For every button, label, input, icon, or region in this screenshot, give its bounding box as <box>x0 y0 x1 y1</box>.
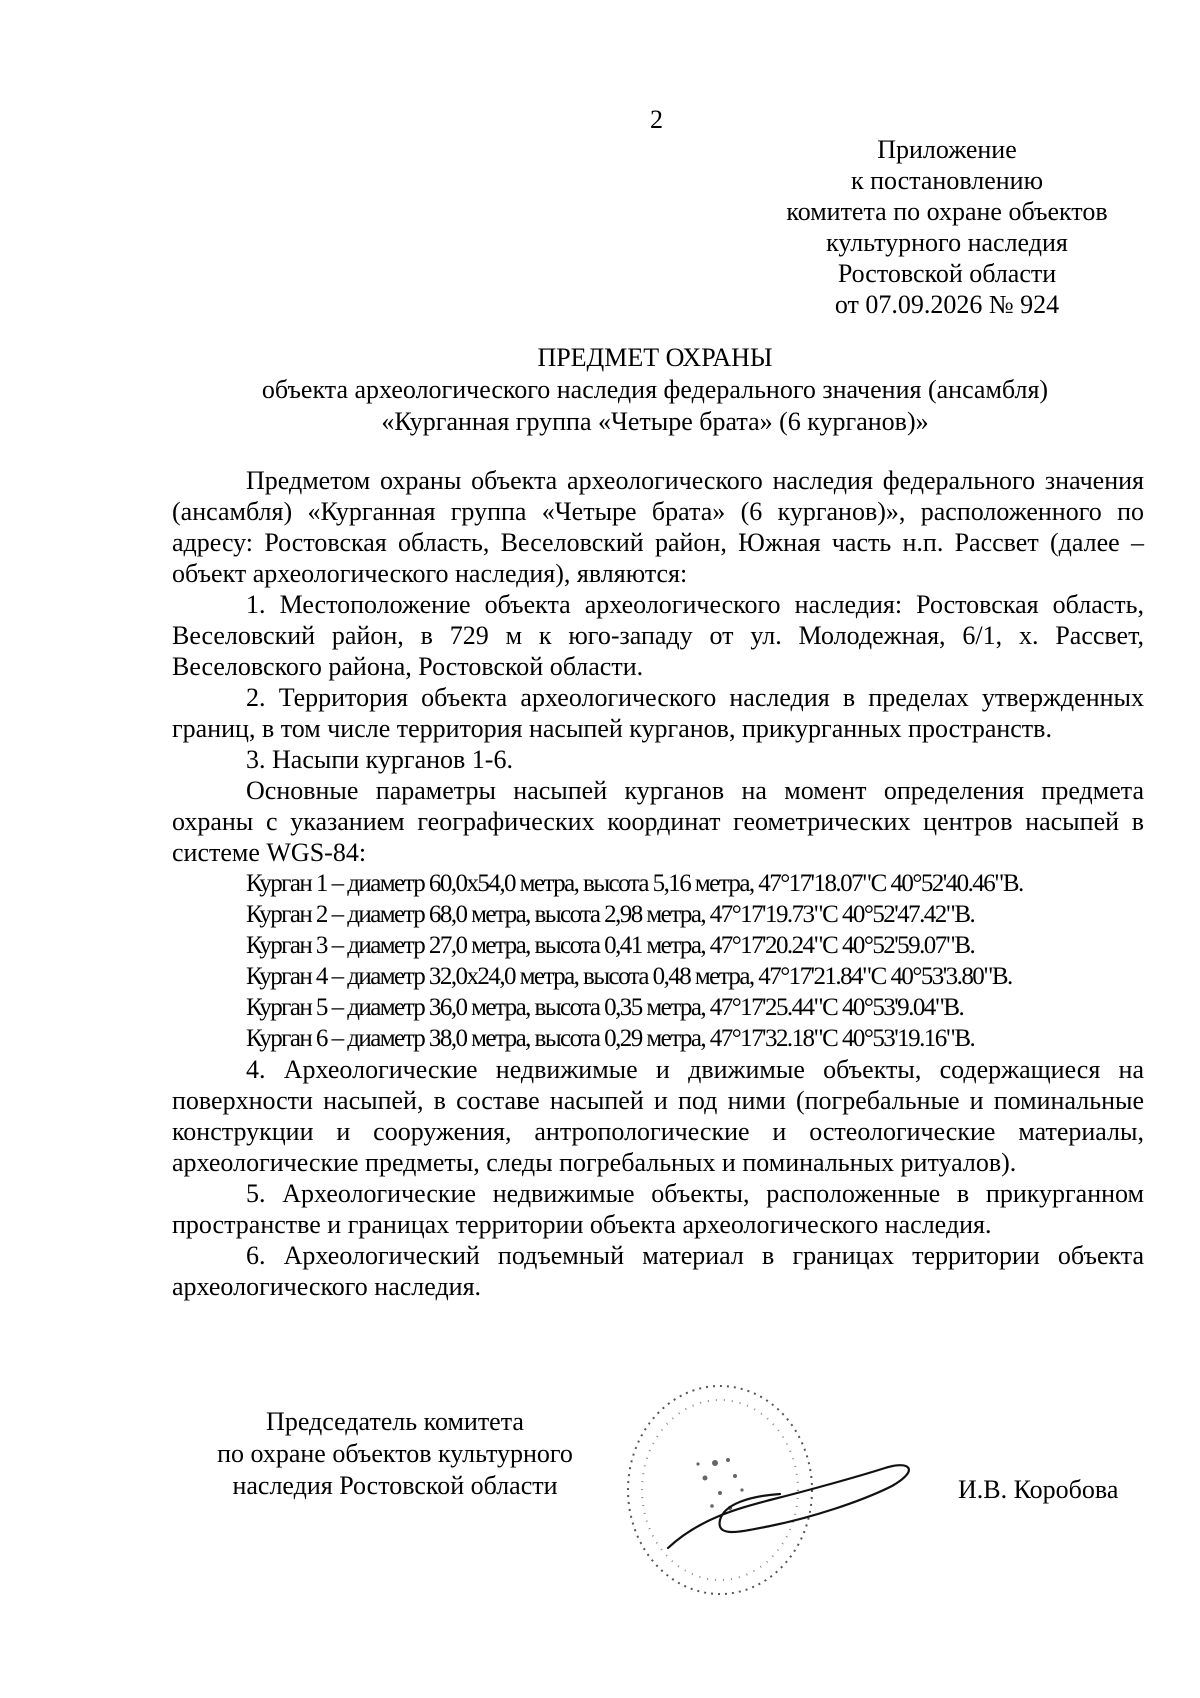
appendix-line: Ростовской области <box>837 259 1057 288</box>
title-subline: объекта археологического наследия федерального значения (ансамбля) <box>261 375 1049 404</box>
appendix-line: культурного наследия <box>826 228 1068 257</box>
appendix-line: комитета по охране объектов <box>786 197 1108 226</box>
appendix-block <box>716 134 1178 320</box>
signatory-position <box>185 1406 605 1502</box>
document-body <box>172 465 1144 1302</box>
item-4-paragraph: 4. Археологические недвижимые и движимые объекты, содержащиеся на поверхности насыпей, в составе насыпей и под ними (погребальные и поминальные конструкции и сооружения, антропологические и остеологические материалы, археологические предметы, следы погребальных и поминальных ритуалов). <box>172 1055 1144 1177</box>
signatory-position-line: наследия Ростовской области <box>232 1471 558 1500</box>
signatory-position-line: Председатель комитета <box>266 1407 524 1436</box>
item-1-paragraph: 1. Местоположение объекта археологического наследия: Ростовская область, Веселовский район, в 729 м к юго-западу от ул. Молодежная, 6/1, х. Рассвет, Веселовского района, Ростовской области. <box>172 590 1144 681</box>
params-intro-paragraph: Основные параметры насыпей курганов на момент определения предмета охраны с указанием географических координат геометрических центров насыпей в системе WGS-84: <box>172 776 1144 867</box>
intro-paragraph: Предметом охраны объекта археологического наследия федерального значения (ансамбля) «Курганная группа «Четыре брата» (6 курганов)», расположенного по адресу: Ростовская область, Веселовский район, Южная часть н.п. Рассвет (далее – объект археологического наследия), являются: <box>172 466 1144 588</box>
kurgan-line: Курган 3 – диаметр 27,0 метра, высота 0,41 метра, 47°17'20.24"С 40°52'59.07"В. <box>246 932 975 959</box>
page-number: 2 <box>650 105 663 134</box>
document-title <box>160 342 1150 438</box>
item-6-paragraph: 6. Археологический подъемный материал в границах территории объекта археологического наследия. <box>172 1241 1144 1301</box>
item-3-paragraph: 3. Насыпи курганов 1-6. <box>246 745 513 774</box>
appendix-line: Приложение <box>877 135 1017 164</box>
title-object-name: «Курганная группа «Четыре брата» (6 курганов)» <box>381 407 929 436</box>
signatory-position-line: по охране объектов культурного <box>217 1439 573 1468</box>
kurgan-line: Курган 2 – диаметр 68,0 метра, высота 2,98 метра, 47°17'19.73"С 40°52'47.42"В. <box>246 901 975 928</box>
item-2-paragraph: 2. Территория объекта археологического наследия в пределах утвержденных границ, в том числе территория насыпей курганов, прикурганных пространств. <box>172 683 1144 743</box>
kurgan-line: Курган 6 – диаметр 38,0 метра, высота 0,29 метра, 47°17'32.18"С 40°53'19.16"В. <box>246 1025 975 1052</box>
appendix-line: к постановлению <box>850 166 1044 195</box>
kurgan-line: Курган 5 – диаметр 36,0 метра, высота 0,35 метра, 47°17'25.44"С 40°53'9.04"В. <box>246 994 964 1021</box>
item-5-paragraph: 5. Археологические недвижимые объекты, расположенные в прикурганном пространстве и границах территории объекта археологического наследия. <box>172 1179 1144 1239</box>
title-heading: ПРЕДМЕТ ОХРАНЫ <box>537 343 773 372</box>
kurgan-line: Курган 4 – диаметр 32,0х24,0 метра, высота 0,48 метра, 47°17'21.84"С 40°53'3.80"В. <box>246 963 1012 990</box>
kurgan-line: Курган 1 – диаметр 60,0х54,0 метра, высота 5,16 метра, 47°17'18.07"С 40°52'40.46"В. <box>246 870 1023 897</box>
appendix-date-number: от 07.09.2026 № 924 <box>834 290 1060 319</box>
official-seal-and-signature <box>620 1368 940 1608</box>
signatory-name: И.В. Коробова <box>958 1475 1119 1504</box>
seal-stamp <box>628 1386 812 1594</box>
